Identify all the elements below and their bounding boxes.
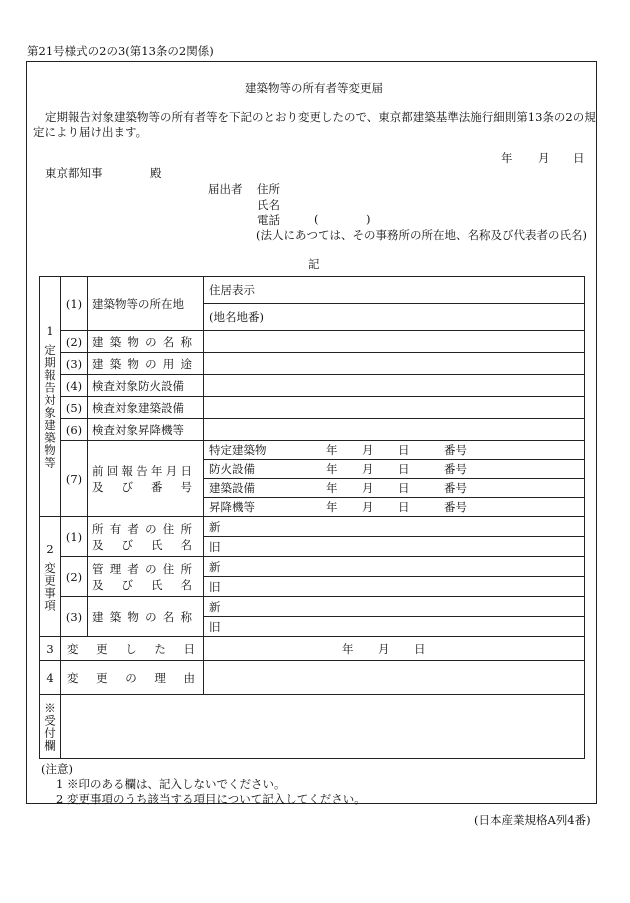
building-use-field[interactable] — [204, 353, 585, 375]
change-manager-label: 管理者の住所 及び氏名 — [88, 557, 204, 597]
change-date-field[interactable]: 年 月 日 — [204, 637, 585, 661]
intro-line-1: 定期報告対象建築物等の所有者等を下記のとおり変更したので、東京都建築基準法施行細則第13条の2の規 — [45, 110, 596, 124]
location-label: 建築物等の所在地 — [88, 277, 204, 331]
change-manager-new-field[interactable]: 新 — [204, 557, 585, 577]
location-number: (1) — [61, 277, 88, 331]
location-sub-address: 住居表示 — [204, 277, 585, 304]
building-name-field[interactable] — [204, 331, 585, 353]
row-number: (5) — [61, 397, 88, 419]
change-building-label: 建築物の名称 — [88, 597, 204, 637]
row-label: 建築物の用途 — [88, 353, 204, 375]
date-year-label: 年 — [501, 151, 513, 165]
change-reason-field[interactable] — [204, 661, 585, 695]
prev-report-label: 前回報告年月日 及び番号 — [88, 441, 204, 517]
note-item-2: 2 変更事項のうち該当する項目について記入してください。 — [56, 792, 366, 806]
form-number: 第21号様式の2の3(第13条の2関係) — [27, 44, 214, 58]
section-4-label: 変更の理由 — [61, 661, 204, 695]
table-row — [40, 331, 585, 353]
section-4-number: 4 — [40, 661, 61, 695]
prev-report-building-equipment[interactable]: 建築設備 年 月 日 番号 — [204, 479, 585, 498]
section-1-number: 1 — [46, 324, 54, 338]
name-label: 氏名 — [257, 198, 280, 212]
phone-label: 電話 — [257, 213, 280, 227]
section-2-cell — [40, 517, 61, 637]
prev-report-number: (7) — [61, 441, 88, 517]
row-number: (6) — [61, 419, 88, 441]
prev-report-specific-building[interactable]: 特定建築物 年 月 日 番号 — [204, 441, 585, 460]
receipt-row — [40, 695, 585, 759]
building-equipment-field[interactable] — [204, 397, 585, 419]
row-label: 検査対象昇降機等 — [88, 419, 204, 441]
change-owner-label: 所有者の住所 及び氏名 — [88, 517, 204, 557]
addressee: 東京都知事 — [45, 166, 103, 180]
prev-report-elevator[interactable]: 昇降機等 年 月 日 番号 — [204, 498, 585, 517]
date-month-label: 月 — [538, 151, 550, 165]
section-1-cell — [40, 277, 61, 517]
change-manager-new-row — [40, 557, 585, 577]
change-building-new-field[interactable]: 新 — [204, 597, 585, 617]
intro-line-2: 定により届け出ます。 — [33, 125, 148, 139]
table-row — [40, 397, 585, 419]
prev-report-row — [40, 441, 585, 460]
section-1-label: 定期報告対象建築物等 — [43, 344, 57, 469]
row-number: (3) — [61, 353, 88, 375]
change-building-new-row — [40, 597, 585, 617]
row-label: 検査対象建築設備 — [88, 397, 204, 419]
change-manager-old-field[interactable]: 旧 — [204, 577, 585, 597]
date-day-label: 日 — [573, 151, 585, 165]
note-item-1: 1 ※印のある欄は、記入しないでください。 — [56, 777, 286, 791]
phone-open-paren: ( — [314, 212, 319, 226]
section-2-label: 変更事項 — [43, 561, 57, 612]
table-row — [40, 375, 585, 397]
section-3-label: 変更した日 — [61, 637, 204, 661]
change-date-row — [40, 637, 585, 661]
location-row-1 — [40, 277, 585, 304]
phone-close-paren: ) — [366, 212, 371, 226]
change-building-old-field[interactable]: 旧 — [204, 617, 585, 637]
form-title: 建築物等の所有者等変更届 — [245, 81, 383, 95]
notes-heading: (注意) — [41, 762, 73, 776]
table-row — [40, 419, 585, 441]
honorific: 殿 — [150, 166, 162, 180]
corporation-note: (法人にあつては、その事務所の所在地、名称及び代表者の氏名) — [256, 228, 587, 242]
prev-report-fire-equipment[interactable]: 防火設備 年 月 日 番号 — [204, 460, 585, 479]
change-owner-new-field[interactable]: 新 — [204, 517, 585, 537]
section-2-number: 2 — [46, 541, 54, 556]
receipt-label-cell — [40, 695, 61, 759]
change-owner-number: (1) — [61, 517, 88, 557]
fire-equipment-field[interactable] — [204, 375, 585, 397]
paper-size-note: (日本産業規格A列4番) — [474, 813, 591, 827]
receipt-label: ※受付欄 — [43, 701, 57, 752]
change-owner-old-field[interactable]: 旧 — [204, 537, 585, 557]
table-row — [40, 353, 585, 375]
elevator-field[interactable] — [204, 419, 585, 441]
notifier-label: 届出者 — [208, 182, 243, 196]
ki-label: 記 — [308, 257, 320, 271]
row-number: (4) — [61, 375, 88, 397]
change-building-number: (3) — [61, 597, 88, 637]
form-table — [39, 276, 585, 759]
change-owner-new-row — [40, 517, 585, 537]
row-label: 建築物の名称 — [88, 331, 204, 353]
location-sub-lot: (地名地番) — [204, 304, 585, 331]
receipt-field — [61, 695, 585, 759]
change-reason-row — [40, 661, 585, 695]
address-label: 住所 — [257, 182, 280, 196]
section-3-number: 3 — [40, 637, 61, 661]
row-label: 検査対象防火設備 — [88, 375, 204, 397]
row-number: (2) — [61, 331, 88, 353]
change-manager-number: (2) — [61, 557, 88, 597]
